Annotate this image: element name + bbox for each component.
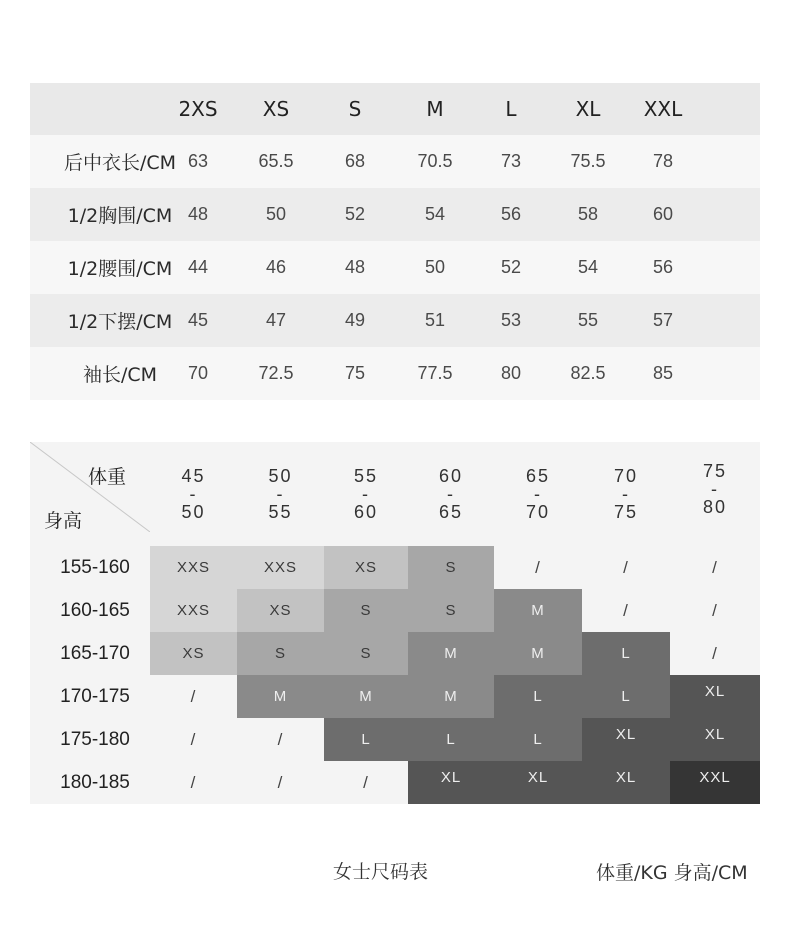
size-recommendation-cell: / [190,686,197,706]
measurement-value: 72.5 [258,363,294,383]
size-recommendation-cell: M [408,675,494,718]
weight-range-header [164,467,224,521]
size-header-xl: XL [575,97,601,121]
size-header-xxl: XXL [643,97,683,121]
measurement-value: 52 [344,204,366,224]
measurement-value: 49 [344,310,366,330]
measurement-value: 50 [424,257,446,277]
size-recommendation-cell: XL [582,718,670,761]
size-recommendation-cell: M [237,675,324,718]
size-recommendation-cell: XXS [150,589,237,632]
measurement-label: 1/2下摆/CM [67,311,173,333]
weight-range-from: 75 [702,461,728,481]
measurement-value: 75 [344,363,366,383]
size-recommendation-cell: L [494,675,582,718]
size-recommendation-cell: S [237,632,324,675]
size-recommendation-cell: XL [670,675,760,718]
weight-range-to: 60 [353,502,379,522]
size-recommendation-cell: / [712,600,718,620]
measurement-value: 44 [187,257,209,277]
size-measurement-table [30,83,760,398]
size-recommendation-cell: S [408,589,494,632]
measurement-row [30,188,760,241]
size-recommendation-cell: S [408,546,494,589]
measurement-value: 50 [265,204,287,224]
weight-range-sep: - [276,484,285,504]
measurement-row [30,294,760,347]
size-recommendation-cell: XXL [670,761,760,804]
height-axis-label: 身高 [44,510,83,532]
height-range-label: 165-170 [60,643,130,664]
size-recommendation-cell: XL [408,761,494,804]
measurement-label: 袖长/CM [82,364,158,386]
weight-range-from: 45 [181,466,206,486]
weight-range-header [596,467,656,521]
size-recommendation-cell: L [582,675,670,718]
size-recommendation-cell: M [494,589,582,632]
measurement-value: 65.5 [258,151,294,171]
measurement-value: 77.5 [417,363,453,383]
height-range-label: 160-165 [60,600,130,621]
weight-range-to: 65 [438,502,464,522]
weight-range-from: 70 [613,466,639,486]
measurement-value: 54 [577,257,599,277]
size-recommendation-cell: L [324,718,408,761]
size-recommendation-cell: / [277,772,284,792]
weight-range-to: 50 [181,502,206,522]
units-note: 体重/KG 身高/CM [596,862,748,884]
size-recommendation-cell: / [190,729,197,749]
weight-range-header [251,467,311,521]
size-recommendation-cell: XXS [237,546,324,589]
size-recommendation-table [30,442,760,804]
measurement-value: 85 [652,363,674,383]
weight-range-to: 75 [613,502,639,522]
weight-range-to: 80 [702,497,728,517]
measurement-label: 后中衣长/CM [63,152,177,174]
weight-range-from: 55 [353,466,379,486]
size-recommendation-cell: / [363,772,369,792]
weight-range-header [336,467,396,521]
measurement-value: 70.5 [417,151,453,171]
size-recommendation-cell: L [582,632,670,675]
measurement-row [30,135,760,188]
measurement-value: 47 [265,310,287,330]
size-recommendation-cell: XL [494,761,582,804]
weight-range-sep: - [189,484,198,504]
size-recommendation-cell: XXS [150,546,237,589]
height-range-label: 170-175 [60,686,130,707]
size-recommendation-cell: / [190,772,197,792]
measurement-row [30,241,760,294]
size-recommendation-cell: XS [324,546,408,589]
measurement-value: 75.5 [570,151,606,171]
measurement-value: 54 [424,204,446,224]
size-recommendation-cell: / [277,729,284,749]
measurement-value: 45 [187,310,209,330]
size-recommendation-cell: S [324,589,408,632]
measurement-value: 58 [577,204,599,224]
size-recommendation-cell: / [623,600,629,620]
height-range-label: 175-180 [60,729,130,750]
weight-axis-label: 体重 [88,466,127,488]
size-recommendation-cell: / [535,557,541,577]
height-range-label: 155-160 [60,557,130,578]
size-header-m: M [426,97,444,121]
measurement-value: 46 [265,257,287,277]
size-header-row [30,83,760,135]
chart-caption: 女士尺码表 [333,861,429,883]
measurement-value: 68 [344,151,366,171]
size-header-l: L [505,97,517,121]
measurement-value: 78 [652,151,674,171]
measurement-value: 80 [500,363,522,383]
size-recommendation-cell: / [712,557,718,577]
size-header-2xs: 2XS [178,97,218,121]
measurement-value: 48 [187,204,209,224]
measurement-value: 48 [344,257,366,277]
measurement-value: 57 [652,310,674,330]
size-recommendation-cell: M [408,632,494,675]
size-recommendation-cell: M [324,675,408,718]
size-recommendation-cell: S [324,632,408,675]
size-recommendation-cell: L [408,718,494,761]
measurement-label: 1/2腰围/CM [67,258,173,280]
weight-range-sep: - [534,484,542,504]
size-recommendation-cell: / [712,643,718,663]
weight-range-sep: - [447,484,455,504]
size-header-s: S [348,97,362,121]
size-recommendation-cell: / [623,557,629,577]
size-recommendation-cell: L [494,718,582,761]
measurement-value: 51 [424,310,446,330]
measurement-value: 56 [500,204,522,224]
measurement-value: 53 [500,310,522,330]
measurement-value: 82.5 [570,363,606,383]
weight-range-from: 60 [438,466,464,486]
weight-range-to: 55 [268,502,293,522]
measurement-row [30,347,760,400]
measurement-value: 56 [652,257,674,277]
size-recommendation-cell: M [494,632,582,675]
size-recommendation-cell: XS [150,632,237,675]
weight-range-from: 65 [525,466,551,486]
measurement-value: 60 [652,204,674,224]
size-recommendation-cell: XL [670,718,760,761]
measurement-value: 55 [577,310,599,330]
weight-range-sep: - [362,484,370,504]
size-recommendation-cell: XS [237,589,324,632]
weight-range-from: 50 [268,466,293,486]
measurement-label: 1/2胸围/CM [67,205,173,227]
weight-range-to: 70 [525,502,551,522]
measurement-value: 52 [500,257,522,277]
weight-range-header [508,467,568,521]
height-range-label: 180-185 [60,772,130,793]
measurement-value: 63 [187,151,209,171]
measurement-value: 70 [187,363,209,383]
size-header-xs: XS [262,97,290,121]
weight-range-sep: - [711,479,719,499]
weight-range-sep: - [622,484,630,504]
weight-range-header [421,467,481,521]
size-recommendation-cell: XL [582,761,670,804]
measurement-value: 73 [500,151,522,171]
weight-range-header [685,462,745,516]
